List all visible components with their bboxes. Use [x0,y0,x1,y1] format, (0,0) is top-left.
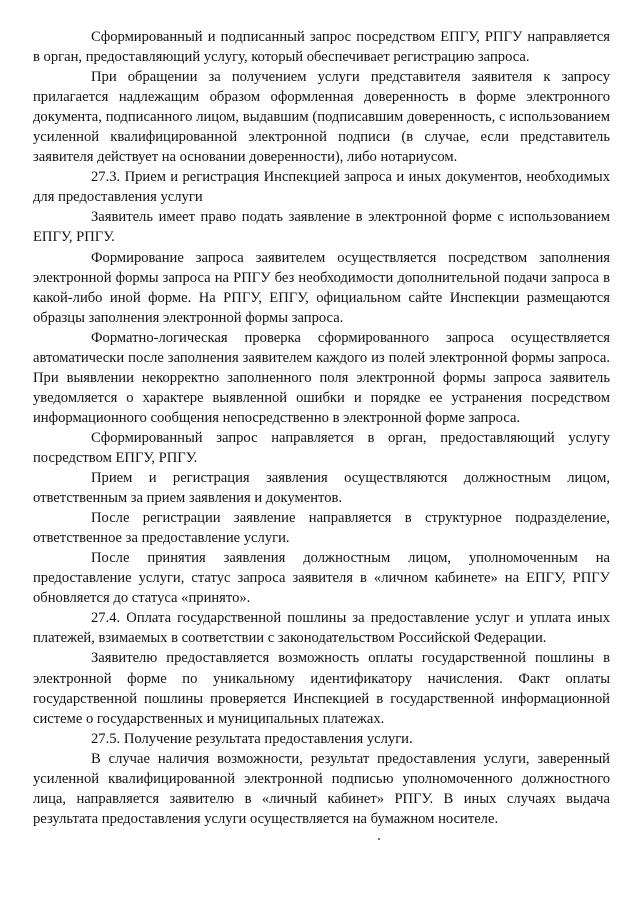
section-heading-27-5: 27.5. Получение результата предоставления услуги. [91,730,413,747]
paragraph-10: После принятия заявления должностным лицом, уполномоченным на предоставление услуги, статус запроса заявителя в «личном кабинете» на ЕПГУ, РПГУ обновляется до статуса «принято». [33,550,610,607]
paragraph-14: В случае наличия возможности, результат предоставления услуги, заверенный усиленной квалифицированной электронной подписью уполномоченного должностного лица, направляется заявителю в «личный кабинет» РПГУ. В иных случаях выдача результата предоставления услуги осуществляется на бумажном носителе. [33,750,610,827]
paragraph-6: Форматно-логическая проверка сформированного запроса осуществляется автоматически после заполнения заявителем каждого из полей электронной формы запроса. При выявлении некорректно заполненного поля электронной формы запроса заявитель уведомляется о характере выявленной ошибки и порядке ее устранения посредством информационного сообщения непосредственно в электронной форме запроса. [33,329,610,426]
paragraph-12: Заявителю предоставляется возможность оплаты государственной пошлины в электронной форме по уникальному идентификатору начисления. Факт оплаты государственной пошлины проверяется Инспекцией в государственной информационной системе о государственных и муниципальных платежах. [33,650,610,727]
scan-speck [378,838,380,840]
section-heading-27-4: 27.4. Оплата государственной пошлины за предоставление услуг и уплата иных платежей, взимаемых в соответствии с законодательством Российской Федерации. [33,610,610,647]
paragraph-9: После регистрации заявление направляется в структурное подразделение, ответственное за предоставление услуги. [33,510,610,547]
paragraph-2: При обращении за получением услуги представителя заявителя к запросу прилагается надлежащим образом оформленная доверенность в форме электронного документа, подписанного лицом, выдавшим (подписавшим доверенность, с использованием усиленной квалифицированной электронной подписи (в случае, если представитель заявителя действует на основании доверенности), либо нотариусом. [33,69,610,166]
document-body [33,27,610,829]
paragraph-1: Сформированный и подписанный запрос посредством ЕПГУ, РПГУ направляется в орган, предоставляющий услугу, который обеспечивает регистрацию запроса. [33,29,610,66]
paragraph-4: Заявитель имеет право подать заявление в электронной форме с использованием ЕПГУ, РПГУ. [33,209,610,246]
section-heading-27-3: 27.3. Прием и регистрация Инспекцией запроса и иных документов, необходимых для предоставления услуги [33,169,610,206]
paragraph-8: Прием и регистрация заявления осуществляются должностным лицом, ответственным за прием заявления и документов. [33,470,610,507]
paragraph-5: Формирование запроса заявителем осуществляется посредством заполнения электронной формы запроса на РПГУ без необходимости дополнительной подачи запроса в какой-либо иной форме. На РПГУ, ЕПГУ, официальном сайте Инспекции размещаются образцы заполнения электронной формы запроса. [33,249,610,326]
paragraph-7: Сформированный запрос направляется в орган, предоставляющий услугу посредством ЕПГУ, РПГУ. [33,429,610,466]
